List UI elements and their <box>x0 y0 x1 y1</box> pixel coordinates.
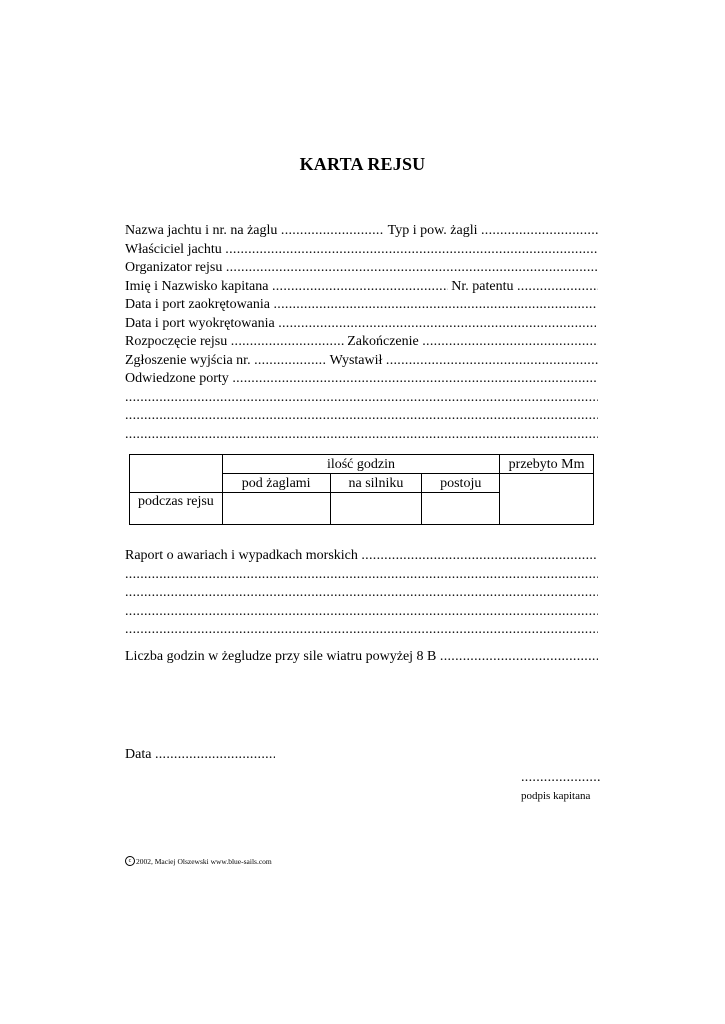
signature-line[interactable]: ..................... <box>521 770 601 785</box>
field-storm-hours <box>125 648 598 667</box>
blank-line[interactable] <box>278 315 596 333</box>
blank-line[interactable] <box>361 547 596 565</box>
field-label: Zgłoszenie wyjścia nr. <box>125 352 251 368</box>
cell-distance[interactable] <box>500 474 594 525</box>
field-start-end <box>125 333 598 352</box>
blank-line[interactable] <box>125 603 598 622</box>
blank-line[interactable] <box>125 566 598 585</box>
blank-line[interactable] <box>125 407 598 426</box>
footer-copyright <box>125 856 272 866</box>
blank-line[interactable] <box>155 746 275 764</box>
field-label: Data <box>125 747 152 762</box>
hours-table <box>129 454 594 525</box>
footer-text: 2002, Maciej Olszewski www.blue-sails.com <box>136 856 272 866</box>
header-under-sail: pod żaglami <box>222 474 330 493</box>
blank-line[interactable] <box>226 259 598 277</box>
field-captain <box>125 278 598 297</box>
signature-label: podpis kapitana <box>521 790 591 802</box>
header-distance: przebyto Mm <box>500 455 594 474</box>
field-label: Rozpoczęcie rejsu <box>125 334 228 349</box>
header-hours-count: ilość godzin <box>222 455 499 474</box>
blank-line[interactable] <box>225 241 598 259</box>
field-yacht-name <box>125 222 598 241</box>
blank-line[interactable] <box>125 389 598 408</box>
blank-line[interactable] <box>281 222 384 240</box>
field-label: Liczba godzin w żegludze przy sile wiatru powyżej 8 B <box>125 649 437 664</box>
cell-engine[interactable] <box>330 493 422 525</box>
blank-line[interactable] <box>125 621 598 640</box>
field-label: Zakończenie <box>347 334 419 349</box>
field-date <box>125 746 275 765</box>
field-label: Data i port zaokrętowania <box>125 297 270 312</box>
field-disembarkation <box>125 315 596 334</box>
field-label: Raport o awariach i wypadkach morskich <box>125 548 358 563</box>
blank-line[interactable] <box>422 333 598 351</box>
field-label: Odwiedzone porty <box>125 371 229 386</box>
field-visited-ports <box>125 370 598 389</box>
copyright-icon: c <box>125 856 135 866</box>
blank-line[interactable] <box>272 278 448 296</box>
header-moored: postoju <box>422 474 500 493</box>
blank-line[interactable] <box>232 370 598 388</box>
blank-line[interactable] <box>274 296 597 314</box>
field-embarkation <box>125 296 596 315</box>
blank-line[interactable] <box>125 426 598 445</box>
field-label: Wystawił <box>329 352 383 368</box>
field-label: Data i port wyokrętowania <box>125 315 275 331</box>
page-title: KARTA REJSU <box>299 154 426 174</box>
blank-line[interactable] <box>517 278 598 296</box>
blank-line[interactable] <box>481 222 598 240</box>
field-label: Nazwa jachtu i nr. na żaglu <box>125 223 278 238</box>
blank-line[interactable] <box>386 352 598 370</box>
field-owner <box>125 241 598 260</box>
blank-line[interactable] <box>125 584 598 603</box>
blank-line[interactable] <box>254 352 326 370</box>
field-damage-report <box>125 547 596 566</box>
field-label: Organizator rejsu <box>125 260 223 275</box>
table-corner-cell <box>130 455 223 493</box>
field-departure-report <box>125 352 598 371</box>
blank-line[interactable] <box>440 648 598 666</box>
field-organizer <box>125 259 598 278</box>
field-label: Właściciel jachtu <box>125 241 222 257</box>
field-label: Typ i pow. żagli <box>387 223 478 238</box>
cell-moored[interactable] <box>422 493 500 525</box>
field-label: Imię i Nazwisko kapitana <box>125 278 269 294</box>
cell-under-sail[interactable] <box>222 493 330 525</box>
field-label: Nr. patentu <box>451 278 514 294</box>
row-label-during-cruise: podczas rejsu <box>130 493 223 525</box>
header-engine: na silniku <box>330 474 422 493</box>
blank-line[interactable] <box>231 333 344 351</box>
